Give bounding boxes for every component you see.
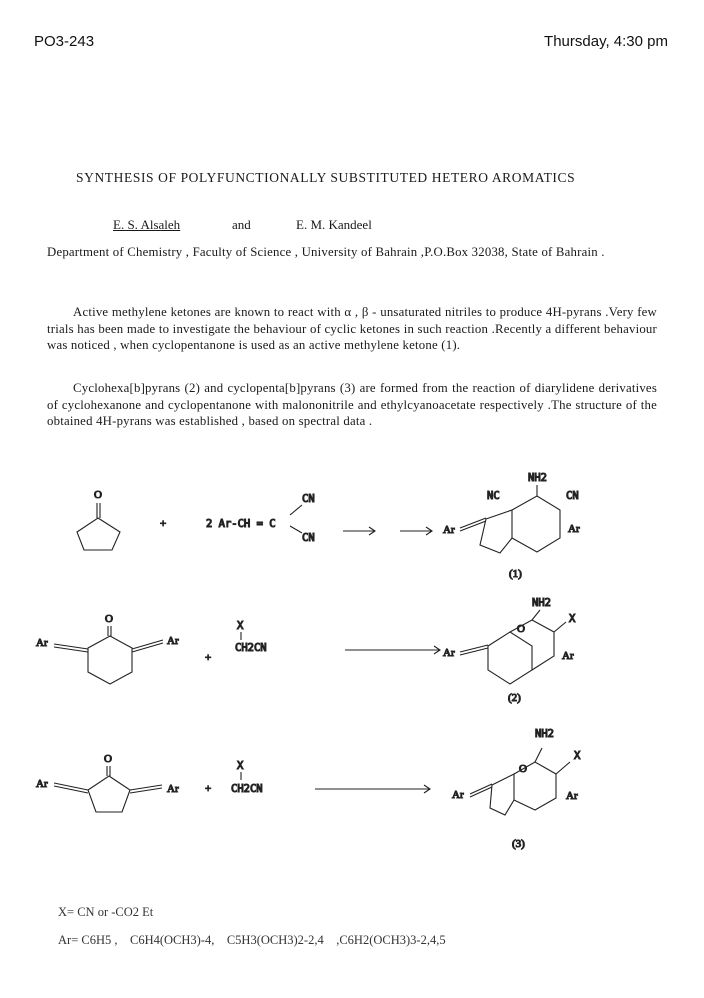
reaction-arrow [343, 527, 432, 535]
x-definition: X= CN or -CO2 Et [58, 905, 154, 919]
cyclopentene-ring [490, 774, 514, 815]
carbonyl-bond [97, 503, 100, 518]
reagent-arylidene: 2 Ar-CH = C [206, 518, 276, 530]
cyclopentanone-ring [88, 776, 130, 812]
exocyclic-double-bond [460, 645, 488, 655]
exocyclic-double-bond [470, 784, 492, 797]
affiliation: Department of Chemistry , Faculty of Science , University of Bahrain ,P.O.Box 32038, State of Bahrain . [47, 245, 605, 259]
product-aryl-right: Ar [568, 523, 580, 535]
product-aryl-left: Ar [443, 524, 455, 536]
carbonyl-bond [107, 766, 110, 776]
paragraph-2: Cyclohexa[b]pyrans (2) and cyclopenta[b]pyrans (3) are formed from the reaction of diarylidene derivatives of cyclohexanone and cyclopentanone with malononitrile and ethylcyanoacetate respectively .The structure of the obtained 4H-pyrans was established , based on spectral data . [47, 381, 657, 428]
arylidene-bonds [54, 640, 163, 652]
compound-label-1: (1) [509, 568, 522, 580]
scheme-3 [36, 728, 581, 850]
aryl-left: Ar [36, 637, 48, 649]
product-aryl-left: Ar [452, 789, 464, 801]
nh2-bond [535, 748, 542, 762]
session-time: Thursday, 4:30 pm [544, 33, 668, 50]
product-ring-oxygen: O [519, 763, 527, 775]
aryl-right: Ar [167, 783, 179, 795]
product-nh2: NH2 [535, 728, 554, 740]
aryl-right: Ar [167, 635, 179, 647]
cyclohexene-ring [488, 632, 532, 684]
scheme-2 [36, 597, 576, 704]
cyclopentene-ring [480, 510, 512, 553]
cyclohexanone-ring [88, 636, 132, 684]
authors-and: and [232, 217, 251, 232]
plus-sign: + [205, 783, 212, 795]
scheme-1 [77, 472, 580, 580]
arylidene-bonds [54, 783, 162, 793]
author-1: E. S. Alsaleh [113, 217, 181, 232]
product-x: X [569, 613, 576, 625]
ketone-oxygen: O [104, 753, 112, 765]
paragraph-1: Active methylene ketones are known to react with α , β - unsaturated nitriles to produce 4H-pyrans .Very few trials has been made to investigate the behaviour of cyclic ketones in such reaction .Recently a different behaviour was noticed , when cyclopentanone is used as an active methylene ketone (1). [47, 305, 657, 352]
product-aryl-left: Ar [443, 647, 455, 659]
exocyclic-double-bond [460, 518, 486, 531]
cn-bottom: CN [302, 532, 315, 544]
session-code: PO3-243 [34, 33, 95, 50]
product-aryl-right: Ar [566, 790, 578, 802]
cn-bonds [290, 505, 302, 533]
plus-sign: + [205, 652, 212, 664]
product-x: X [574, 750, 581, 762]
compound-label-2: (2) [508, 692, 521, 704]
carbonyl-bond [108, 626, 111, 636]
product-aryl-right: Ar [562, 650, 574, 662]
substituent-x: X [237, 760, 244, 772]
ketone-oxygen: O [105, 613, 113, 625]
benzene-ring [512, 496, 560, 552]
cn-top: CN [302, 493, 315, 505]
reaction-arrow [315, 785, 430, 793]
substituent-x: X [237, 620, 244, 632]
cyclopentanone-ring [77, 518, 120, 550]
paper-title: SYNTHESIS OF POLYFUNCTIONALLY SUBSTITUTED HETERO AROMATICS [76, 170, 576, 185]
reagent-ch2cn: CH2CN [231, 783, 263, 795]
product-ring-oxygen: O [517, 623, 525, 635]
product-nc: NC [487, 490, 500, 502]
author-2: E. M. Kandeel [296, 217, 372, 232]
nh2-bond [532, 610, 540, 620]
reagent-ch2cn: CH2CN [235, 642, 267, 654]
plus-sign: + [160, 518, 167, 530]
product-nh2: NH2 [528, 472, 547, 484]
compound-label-3: (3) [512, 838, 525, 850]
reaction-arrow [345, 646, 440, 654]
aryl-left: Ar [36, 778, 48, 790]
ketone-oxygen: O [94, 489, 102, 501]
product-cn: CN [566, 490, 579, 502]
product-nh2: NH2 [532, 597, 551, 609]
ar-definition: Ar= C6H5 , C6H4(OCH3)-4, C5H3(OCH3)2-2,4 ,C6H2(OCH3)3-2,4,5 [58, 933, 446, 947]
